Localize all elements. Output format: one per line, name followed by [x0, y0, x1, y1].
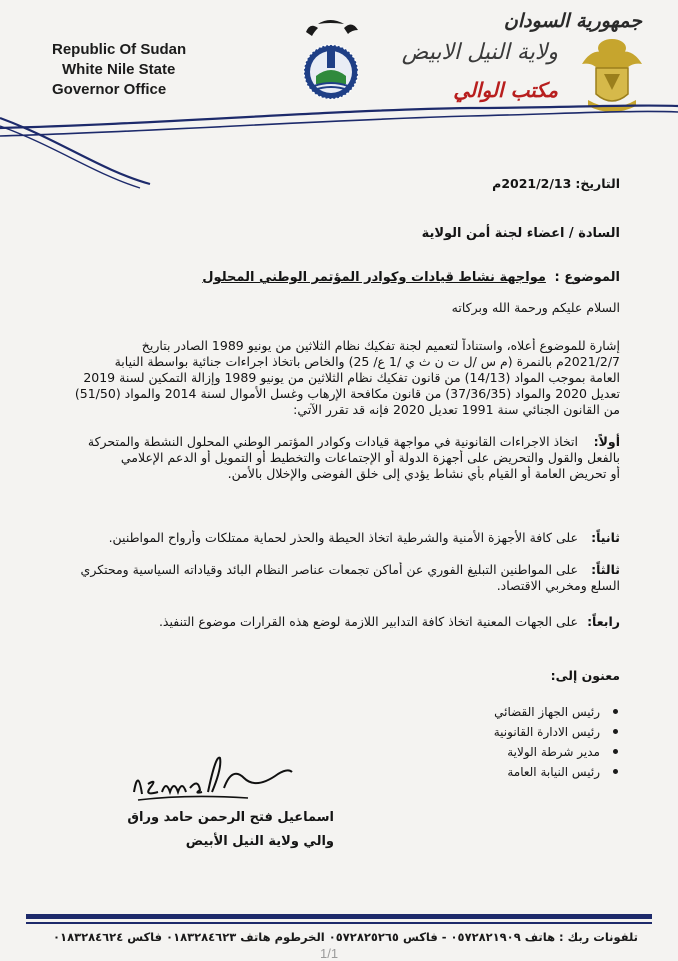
signatory-title: والي ولاية النيل الأبيض: [185, 834, 334, 849]
subject-label: الموضوع :: [554, 270, 620, 285]
recipient-item: [494, 742, 620, 762]
footer-divider: [26, 914, 652, 928]
decision-item-2: [54, 530, 620, 546]
bullet-icon: [613, 749, 618, 754]
signatory-name: اسماعيل فتح الرحمن حامد وراق: [127, 810, 334, 825]
handwritten-signature: [128, 748, 298, 806]
recipient-item: [494, 702, 620, 722]
item-number: ثانياً:: [591, 530, 620, 545]
letterhead-office-en: Governor Office: [52, 81, 167, 98]
letterhead-country-en: Republic Of Sudan: [52, 41, 187, 58]
recipient-text: رئيس الجهاز القضائي: [494, 705, 600, 719]
subject-text: مواجهة نشاط قيادات وكوادر المؤتمر الوطني المحلول: [202, 270, 546, 285]
decision-item-1: [54, 434, 620, 482]
letterhead-country-ar: جمهورية السودان: [503, 10, 642, 32]
bullet-icon: [613, 769, 618, 774]
english-letterhead: [50, 40, 186, 100]
letterhead-office-ar: مكتب الوالي: [453, 78, 558, 102]
greeting: السلام عليكم ورحمة الله وبركاته: [451, 300, 620, 315]
item-line: السلع ومخربي الاقتصاد.: [496, 578, 620, 593]
item-line: على كافة الأجهزة الأمنية والشرطية اتخاذ الحيطة والحذر لحماية ممتلكات وأرواح المواطنين.: [108, 530, 578, 545]
intro-line: تعديل 2020 والمواد (37/36/35) من قانون مكافحة الإرهاب وغسل الأموال لسنة 2014 والمواد (51/50): [74, 386, 620, 401]
item-number: رابعاً:: [587, 614, 620, 629]
decision-item-3: [54, 562, 620, 594]
signatory-block: [94, 806, 334, 854]
date-value: 2021/2/13م: [492, 176, 572, 191]
bullet-icon: [613, 729, 618, 734]
decision-item-4: [54, 614, 620, 630]
date-label: التاريخ:: [575, 176, 620, 191]
subject-line: [202, 270, 620, 285]
state-emblem-logo: [300, 14, 362, 106]
recipient-text: رئيس الادارة القانونية: [493, 725, 600, 739]
recipient-text: رئيس النيابة العامة: [507, 765, 600, 779]
intro-line: إشارة للموضوع أعلاه، واستناداً لتعميم لجنة تفكيك نظام الثلاثين من يونيو 1989 الصادر بتاريخ: [141, 338, 620, 353]
bullet-icon: [613, 709, 618, 714]
recipients-list: [494, 702, 620, 782]
intro-line: من القانون الجنائي سنة 1991 تعديل 2020 فإنه قد تقرر الآتي:: [293, 402, 620, 417]
addressee: السادة / اعضاء لجنة أمن الولاية: [421, 226, 620, 241]
page-indicator: 1/1: [320, 946, 339, 961]
item-number: أولاً:: [593, 434, 620, 449]
letterhead-state-en: White Nile State: [62, 61, 176, 78]
intro-line: العامة بموجب المواد (14/13) من قانون تفكيك نظام الثلاثين من يونيو 1989 وإزالة التمكين لسنة 2019: [83, 370, 620, 385]
item-number: ثالثاً:: [591, 562, 620, 577]
item-line: أو تحريض العامة أو القيام بأي نشاط يؤدي إلى خلق الفوضى والإخلال بالأمن.: [227, 466, 620, 481]
letter-date: [488, 176, 620, 191]
footer-contacts: تلفونات ربك : هاتف ٠٥٧٢٨٢١٩٠٩ - فاكس ٠٥٧٢٨٢٥٢٦٥ الخرطوم هاتف ٠١٨٣٢٨٤٦٢٣ فاكس ٠١٨٣٢٨٤٦٢٤: [53, 930, 638, 944]
recipient-item: [494, 762, 620, 782]
recipient-text: مدير شرطة الولاية: [507, 745, 600, 759]
letterhead-state-ar: ولاية النيل الابيض: [401, 40, 558, 65]
intro-paragraph: [54, 338, 620, 418]
item-line: اتخاذ الاجراءات القانونية في مواجهة قيادات وكوادر المؤتمر الوطني المحلول النشطة والمتحركة: [87, 434, 578, 449]
recipient-item: [494, 722, 620, 742]
item-line: بالفعل والقول والتحريض على أجهزة الدولة أو الإجتماعات والتخطيط أو التمويل أو الدعم الإعلامي: [120, 450, 620, 465]
intro-line: 2021/2/7م بالنمرة (م س /ل ت ن ث ي /1 ع/ 25) والخاص باتخاذ اجراءات جنائية بواسطة النيابة: [114, 354, 620, 369]
recipients-label: معنون إلى:: [550, 668, 620, 683]
item-line: على الجهات المعنية اتخاذ كافة التدابير اللازمة لوضع هذه القرارات موضوع التنفيذ.: [158, 614, 578, 629]
item-line: على المواطنين التبليغ الفوري عن أماكن تجمعات عناصر النظام البائد وقياداته السياسية ومحتكري: [80, 562, 578, 577]
